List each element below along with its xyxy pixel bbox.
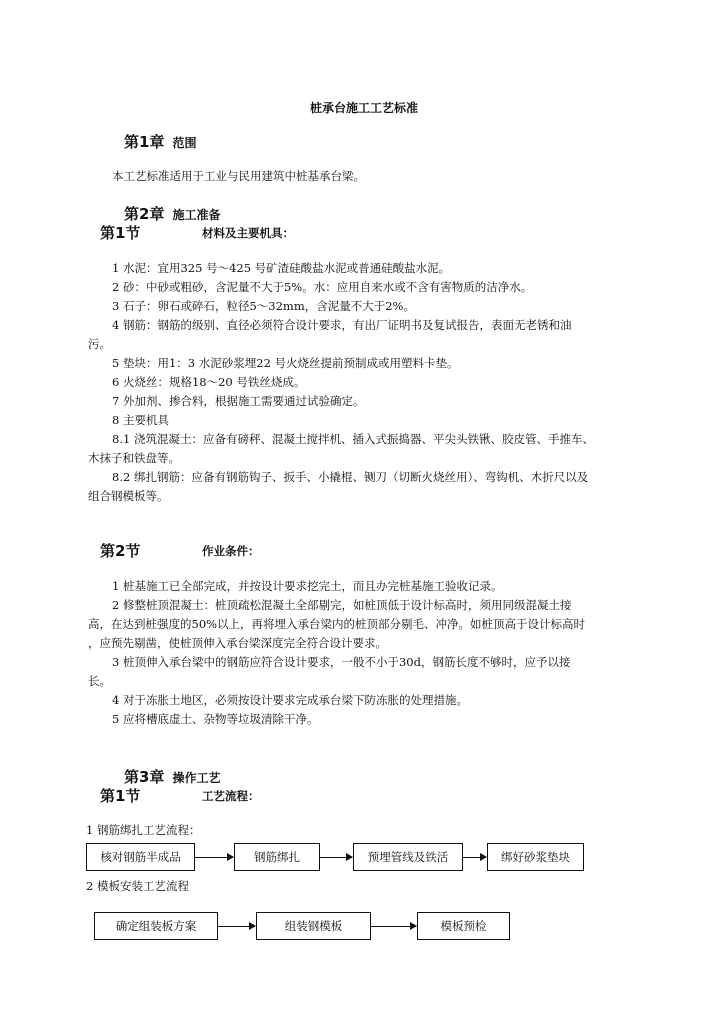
- section-2-2-title: 作业条件：: [202, 544, 260, 558]
- chapter-1-number: 第1章: [124, 133, 165, 151]
- materials-line-2: 2 砂：中砂或粗砂，含泥量不大于5%。水：应用自来水或不含有害物质的洁净水。: [112, 280, 533, 294]
- flow-2-arrow-1: [218, 926, 255, 927]
- document-title: 桩承台施工工艺标准: [310, 101, 419, 115]
- chapter-1-name: 范围: [172, 136, 197, 150]
- chapter-1-heading: [124, 131, 196, 152]
- section-3-1-number: 第1节: [100, 787, 141, 805]
- conditions-line-6: 长。: [88, 674, 111, 688]
- flow-2-step-2: 组装钢模板: [256, 912, 371, 940]
- scope-paragraph: 本工艺标准适用于工业与民用建筑中桩基承台梁。: [112, 169, 365, 183]
- conditions-line-2: 2 修整桩顶混凝土：桩顶疏松混凝土全部剔完，如桩顶低于设计标高时，须用同级混凝土接: [112, 598, 572, 612]
- conditions-line-3: 高，在达到桩强度的50%以上，再将埋入承台梁内的桩顶部分剔毛、冲净。如桩顶高于设计标高时: [88, 617, 586, 631]
- materials-line-1: 1 水泥：宜用325 号～425 号矿渣硅酸盐水泥或普通硅酸盐水泥。: [112, 261, 451, 275]
- flow-2-label: 2 模板安装工艺流程: [86, 879, 189, 893]
- flow-1-step-3: 预埋管线及铁活: [353, 843, 463, 871]
- flow-1-step-2: 钢筋绑扎: [234, 843, 320, 871]
- materials-line-5: 污。: [88, 337, 111, 351]
- materials-line-9: 8 主要机具: [112, 413, 169, 427]
- section-2-1-number: 第1节: [100, 224, 141, 242]
- chapter-2-name: 施工准备: [172, 208, 221, 222]
- conditions-line-4: ，应预先剔凿，使桩顶伸入承台梁深度完全符合设计要求。: [88, 636, 387, 650]
- chapter-3-name: 操作工艺: [172, 771, 221, 785]
- chapter-2-heading: [124, 203, 220, 224]
- materials-line-7: 6 火烧丝：规格18～20 号铁丝烧成。: [112, 375, 306, 389]
- flow-1-arrow-1: [195, 857, 233, 858]
- section-3-1-title: 工艺流程：: [202, 789, 260, 803]
- materials-line-8: 7 外加剂、掺合料，根据施工需要通过试验确定。: [112, 394, 365, 408]
- flow-1-step-1: 核对钢筋半成品: [86, 843, 195, 871]
- materials-line-4: 4 钢筋：钢筋的级别、直径必须符合设计要求，有出厂证明书及复试报告，表面无老锈和油: [112, 318, 572, 332]
- flow-2-arrow-2: [371, 926, 416, 927]
- conditions-line-8: 5 应将槽底虚土、杂物等垃圾清除干净。: [112, 712, 319, 726]
- section-2-1-title: 材料及主要机具：: [202, 226, 294, 240]
- chapter-3-heading: [124, 766, 220, 787]
- flow-1-step-4: 绑好砂浆垫块: [487, 843, 584, 871]
- flow-1-arrow-3: [463, 857, 486, 858]
- materials-line-3: 3 石子：卵石或碎石，粒径5～32mm，含泥量不大于2%。: [112, 299, 415, 313]
- flow-1-arrow-2: [320, 857, 352, 858]
- materials-line-13: 组合钢模板等。: [88, 489, 169, 503]
- materials-line-10: 8.1 浇筑混凝土：应备有磅秤、混凝土搅拌机、插入式振捣器、平尖头铁锹、胶皮管、手推车、: [112, 432, 594, 446]
- flow-2-step-1: 确定组装板方案: [94, 912, 218, 940]
- conditions-line-5: 3 桩顶伸入承台梁中的钢筋应符合设计要求，一般不小于30d，钢筋长度不够时，应予以接: [112, 655, 571, 669]
- flow-1-label: 1 钢筋绑扎工艺流程：: [86, 823, 201, 837]
- materials-line-6: 5 垫块：用1：3 水泥砂浆埋22 号火烧丝提前预制成或用塑料卡垫。: [112, 356, 459, 370]
- conditions-line-7: 4 对于冻胀土地区，必须按设计要求完成承台梁下防冻胀的处理措施。: [112, 693, 468, 707]
- flow-2-step-3: 模板预检: [417, 912, 510, 940]
- materials-line-11: 木抹子和铁盘等。: [88, 451, 180, 465]
- chapter-3-number: 第3章: [124, 768, 165, 786]
- section-2-2-number: 第2节: [100, 542, 141, 560]
- materials-line-12: 8.2 绑扎钢筋：应备有钢筋钩子、扳手、小撬棍、铡刀（切断火烧丝用）、弯钩机、木折尺以及: [112, 470, 589, 484]
- conditions-line-1: 1 桩基施工已全部完成，并按设计要求挖完土，而且办完桩基施工验收记录。: [112, 579, 503, 593]
- chapter-2-number: 第2章: [124, 205, 165, 223]
